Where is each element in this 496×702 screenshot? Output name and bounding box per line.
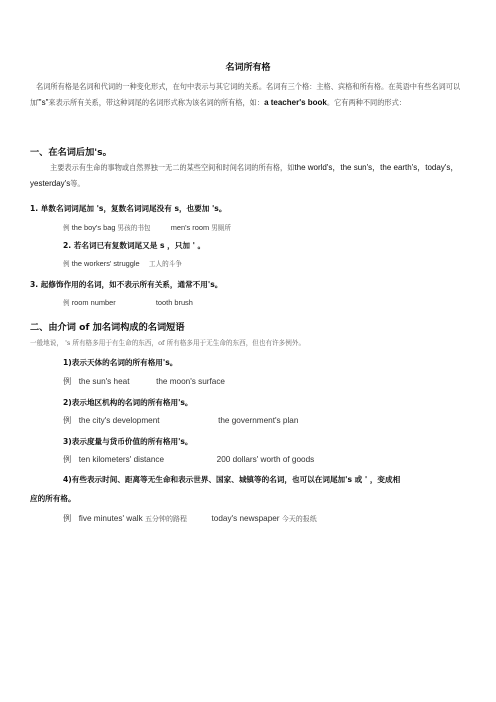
section1-description [30,160,466,192]
s2-rule3-example2: 200 dollars' worth of goods [216,455,315,464]
s2-rule2-example2: the government's plan [218,416,299,425]
s2-rule4-example [63,513,317,524]
rule1-example2-cn: 男厕所 [211,224,231,232]
rule2-example-en: the workers' struggle [71,259,140,268]
section1-desc-text-2: 等。 [70,179,85,188]
s2-rule4-example2-cn: 今天的报纸 [281,515,317,523]
s2-rule4-example1-en: five minutes' walk [78,514,143,523]
intro-paragraph [30,79,466,111]
s2-rule4-example1-cn: 五分钟的路程 [144,515,187,523]
s2-rule3-example [63,454,314,465]
s2-rule3-heading: 3)表示度量与货币价值的所有格用's。 [63,437,193,446]
example-label: 例 [63,455,72,464]
rule2-example-cn: 工人的斗争 [148,260,182,268]
section2-heading: 二、由介词 of 加名词构成的名词短语 [30,322,185,333]
example-label: 例 [63,224,70,232]
rule1-example1-cn: 男孩的书包 [117,224,151,232]
example-label: 例 [63,416,72,425]
s2-rule1-heading: 1)表示天体的名词的所有格用's。 [63,358,178,367]
rule3-example1: room number [71,298,116,307]
s2-rule3-example1: ten kilometers' distance [78,455,165,464]
s2-rule4-heading-line1: 4)有些表示时间、距离等无生命和表示世界、国家、城镇等的名词，也可以在词尾加's 或 ' ，变成相 [63,475,401,484]
section1-desc-text-1: 主要表示有生命的事物或自然界独一无二的某些空间和时间名词的所有格，如 [50,163,295,172]
example-label: 例 [63,514,72,523]
example-label: 例 [63,377,72,386]
s2-rule2-example [63,415,298,426]
intro-text-1: 名词所有格是名词和代词的一种变化形式，在句中表示与其它词的关系。名词有三个格：主格、宾格和所有格。在英语中有些名词可以加 [30,82,461,107]
rule3-example2: tooth brush [155,298,193,307]
example-label: 例 [63,260,70,268]
intro-quote: "'s" [37,98,49,107]
intro-example: a teacher's book [264,98,327,107]
example-label: 例 [63,299,70,307]
rule1-heading: 1. 单数名词词尾加 's，复数名词词尾没有 s，也要加 's。 [30,204,227,213]
s2-rule2-heading: 2)表示地区机构的名词的所有格用's。 [63,398,193,407]
rule2-example [63,258,182,268]
s2-rule1-example2: the moon's surface [156,377,225,386]
rule1-example1-en: the boy's bag [71,223,116,232]
section1-heading: 一、在名词后加's。 [30,147,112,158]
s2-rule4-heading-line2: 应的所有格。 [30,494,76,503]
rule1-example [63,222,231,232]
s2-rule1-example1: the sun's heat [78,377,130,386]
rule3-example [63,297,193,307]
section2-description: 一般地说， 's 所有格多用于有生命的东西，of 所有格多用于无生命的东西，但也有许多例外。 [30,339,306,347]
section1-desc-examples: the world's，the sun's，the earth's，today's，yesterday's [30,163,459,188]
page-title: 名词所有格 [225,63,271,73]
s2-rule2-example1: the city's development [78,416,160,425]
intro-text-2: 来表示所有关系，带这种词尾的名词形式称为该名词的所有格，如： [48,98,265,107]
s2-rule4-example2-en: today's newspaper [211,514,280,523]
intro-text-3: 。它有两种不同的形式： [326,98,406,107]
s2-rule1-example [63,376,225,387]
rule2-heading: 2. 若名词已有复数词尾又是 s ，只加 ' 。 [63,241,206,250]
rule1-example2-en: men's room [170,223,210,232]
rule3-heading: 3. 起修饰作用的名词，如不表示所有关系，通常不用's。 [30,280,223,289]
